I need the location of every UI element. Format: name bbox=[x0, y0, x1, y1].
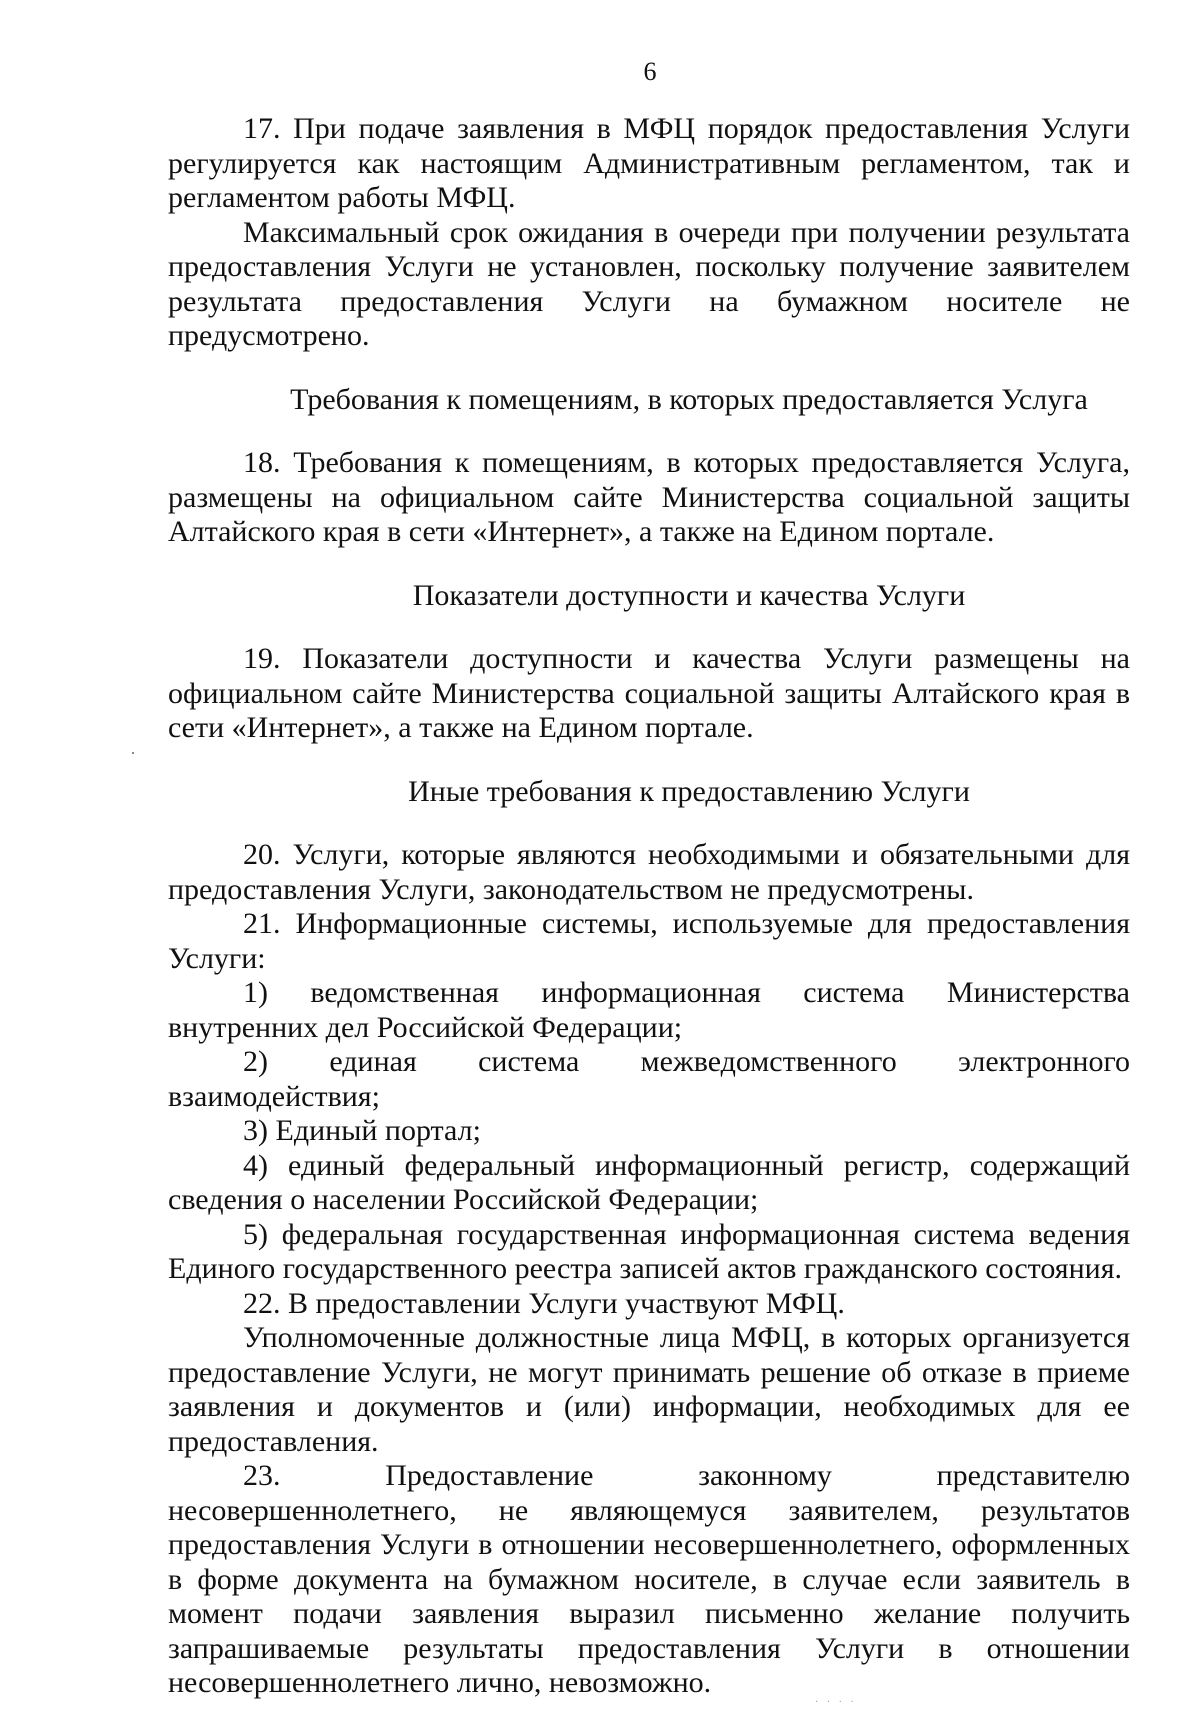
paragraph-22-authorized-persons: Уполномоченные должностные лица МФЦ, в которых организуется предоставление Услуги, не могут принимать решение об отказе в приеме заявления и документов и (или) информации, необходимых для ее предоставления. bbox=[168, 1321, 1130, 1458]
page-number: 6 bbox=[643, 57, 657, 86]
list-item-5: 5) федеральная государственная информационная система ведения Единого государственного реестра записей актов гражданского состояния. bbox=[168, 1217, 1130, 1285]
list-item-4: 4) единый федеральный информационный регистр, содержащий сведения о населении Российской Федерации; bbox=[168, 1148, 1130, 1216]
paragraph-22: 22. В предоставлении Услуги участвуют МФЦ. bbox=[243, 1286, 845, 1320]
list-item-3: 3) Единый портал; bbox=[243, 1114, 481, 1147]
paragraph-23: 23. Предоставление законному представителю несовершеннолетнего, не являющемуся заявителем, результатов предоставления Услуги в отношении несовершеннолетнего, оформленных в форме документа на бумажном носителе, в случае если заявитель в момент подачи заявления выразил письменно желание получить запрашиваемые результаты предоставления Услуги в отношении несовершеннолетнего лично, невозможно. bbox=[168, 1459, 1130, 1699]
section-heading-premises: Требования к помещениям, в которых предоставляется Услуга bbox=[290, 382, 1088, 416]
document-body bbox=[168, 112, 1130, 1701]
paragraph-20: 20. Услуги, которые являются необходимыми и обязательными для предоставления Услуги, законодательством не предусмотрены. bbox=[168, 838, 1130, 906]
list-item-2: 2) единая система межведомственного электронного взаимодействия; bbox=[168, 1045, 1130, 1113]
scan-speck bbox=[132, 752, 134, 754]
paragraph-17-wait-time: Максимальный срок ожидания в очереди при получении результата предоставления Услуги не установлен, поскольку получение заявителем результата предоставления Услуги на бумажном носителе не предусмотрено. bbox=[168, 215, 1130, 352]
paragraph-17: 17. При подаче заявления в МФЦ порядок предоставления Услуги регулируется как настоящим Административным регламентом, так и регламентом работы МФЦ. bbox=[168, 112, 1130, 214]
list-item-1: 1) ведомственная информационная система Министерства внутренних дел Российской Федерации; bbox=[168, 976, 1130, 1044]
scan-artifact: · · · · bbox=[815, 1697, 857, 1708]
section-heading-other-requirements: Иные требования к предоставлению Услуги bbox=[408, 774, 970, 808]
paragraph-21: 21. Информационные системы, используемые для предоставления Услуги: bbox=[168, 907, 1130, 975]
paragraph-18: 18. Требования к помещениям, в которых предоставляется Услуга, размещены на официальном сайте Министерства социальной защиты Алтайского края в сети «Интернет», а также на Едином портале. bbox=[168, 446, 1130, 548]
paragraph-19: 19. Показатели доступности и качества Услуги размещены на официальном сайте Министерства социальной защиты Алтайского края в сети «Интернет», а также на Едином портале. bbox=[168, 642, 1130, 744]
section-heading-quality: Показатели доступности и качества Услуги bbox=[412, 578, 966, 612]
